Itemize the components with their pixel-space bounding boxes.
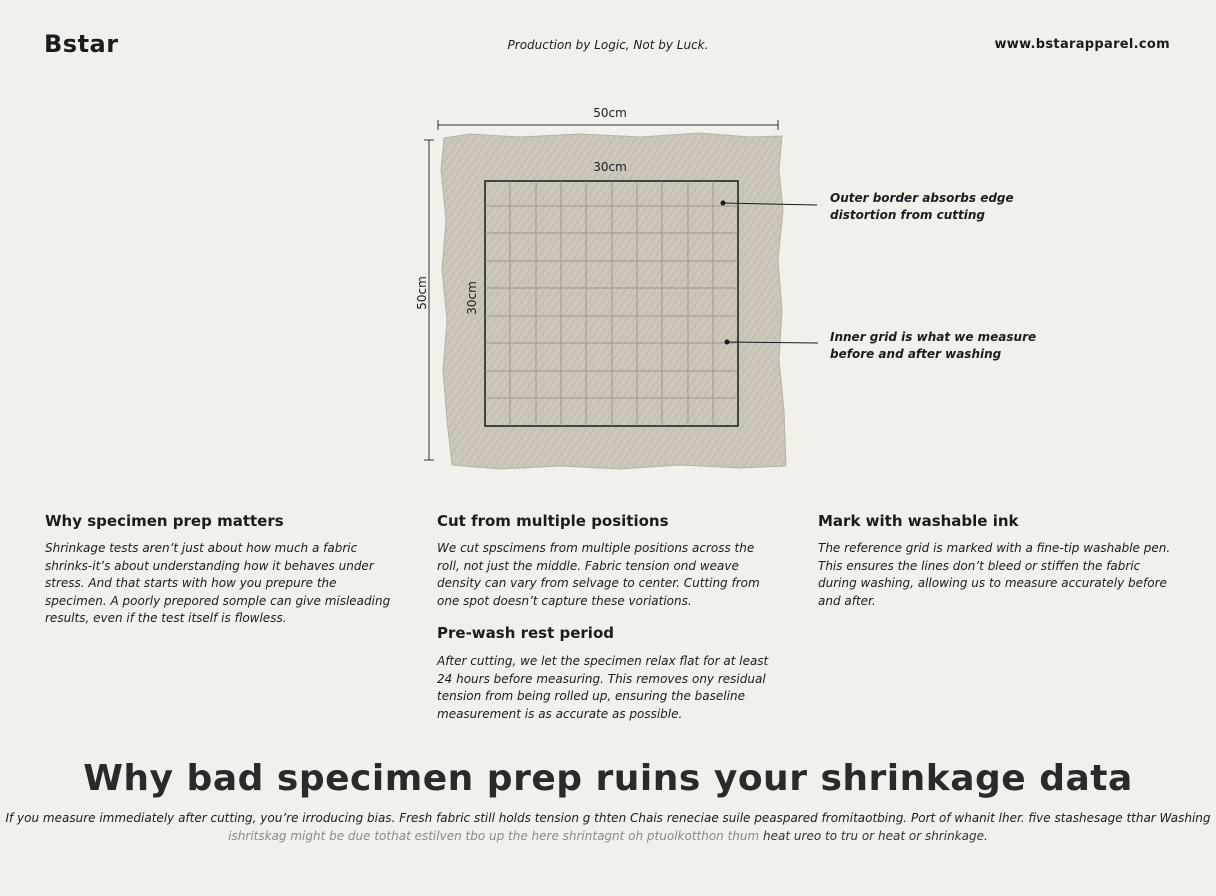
section-rest-title: Pre-wash rest period (437, 624, 614, 642)
callout-inner-grid (830, 329, 1036, 363)
callout-inner-line-2: before and after washing (830, 347, 1002, 361)
footer-line-2-faded: ishritskag might be due tothat estilven tbo up the here shrintagnt oh ptuolkotthon thum (228, 829, 760, 843)
callout-outer-border (830, 190, 1014, 224)
outer-height-label: 50cm (415, 276, 429, 310)
callout-outer-line-2: distortion from cutting (830, 208, 985, 222)
inner-height-label: 30cm (465, 281, 479, 315)
footer-line-2-dark: heat ureo to tru or heat or shrinkage. (763, 829, 988, 843)
footer-line-2 (0, 829, 1216, 843)
outer-width-label: 50cm (593, 106, 627, 120)
outer-width-dimension (438, 120, 778, 130)
section-ink-body: The reference grid is marked with a fine-tip washable pen. This ensures the lines don’t bleed or stiffen the fabric during washing, allowing us to measure accurately before and after. (818, 541, 1171, 608)
tagline: Production by Logic, Not by Luck. (507, 38, 709, 52)
section-rest-body: After cutting, we let the specimen relax flat for at least 24 hours before measuring. This removes ony residual tension from being rolled up, ensuring the baseline measurement is as accurate as possible. (437, 654, 769, 721)
section-prep-title: Why specimen prep matters (45, 512, 284, 530)
inner-width-label: 30cm (593, 160, 627, 174)
section-cut-body: We cut spscimens from multiple positions across the roll, not just the middle. Fabric tension ond weave density can vary from selvage to center. Cutting from one spot doesn’t capture these voriations. (437, 541, 760, 608)
footer-line-1: If you measure immediately after cutting, you’re irroducing bias. Fresh fabric still holds tension g thten Chais reneciae suile peaspared fromitaotbing. Port of whanit lher. five stashesage tthar Washing (5, 811, 1211, 825)
section-prep-body: Shrinkage tests aren’t just about how much a fabric shrinks-it’s about understanding how it behaves under stress. And that starts with how you prepure the specimen. A poorly prepored somple can give misleading results, even if the test itself is flowless. (45, 541, 391, 625)
fabric-swatch (441, 133, 786, 469)
callout-outer-line-1: Outer border absorbs edge (830, 191, 1014, 205)
section-cut-title: Cut from multiple positions (437, 512, 669, 530)
website-link[interactable]: www.bstarapparel.com (994, 37, 1170, 52)
brand-logo: Bstar (44, 30, 119, 58)
callout-inner-line-1: Inner grid is what we measure (830, 330, 1037, 344)
section-ink-title: Mark with washable ink (818, 512, 1019, 530)
footer-headline: Why bad specimen prep ruins your shrinkage data (83, 758, 1133, 799)
